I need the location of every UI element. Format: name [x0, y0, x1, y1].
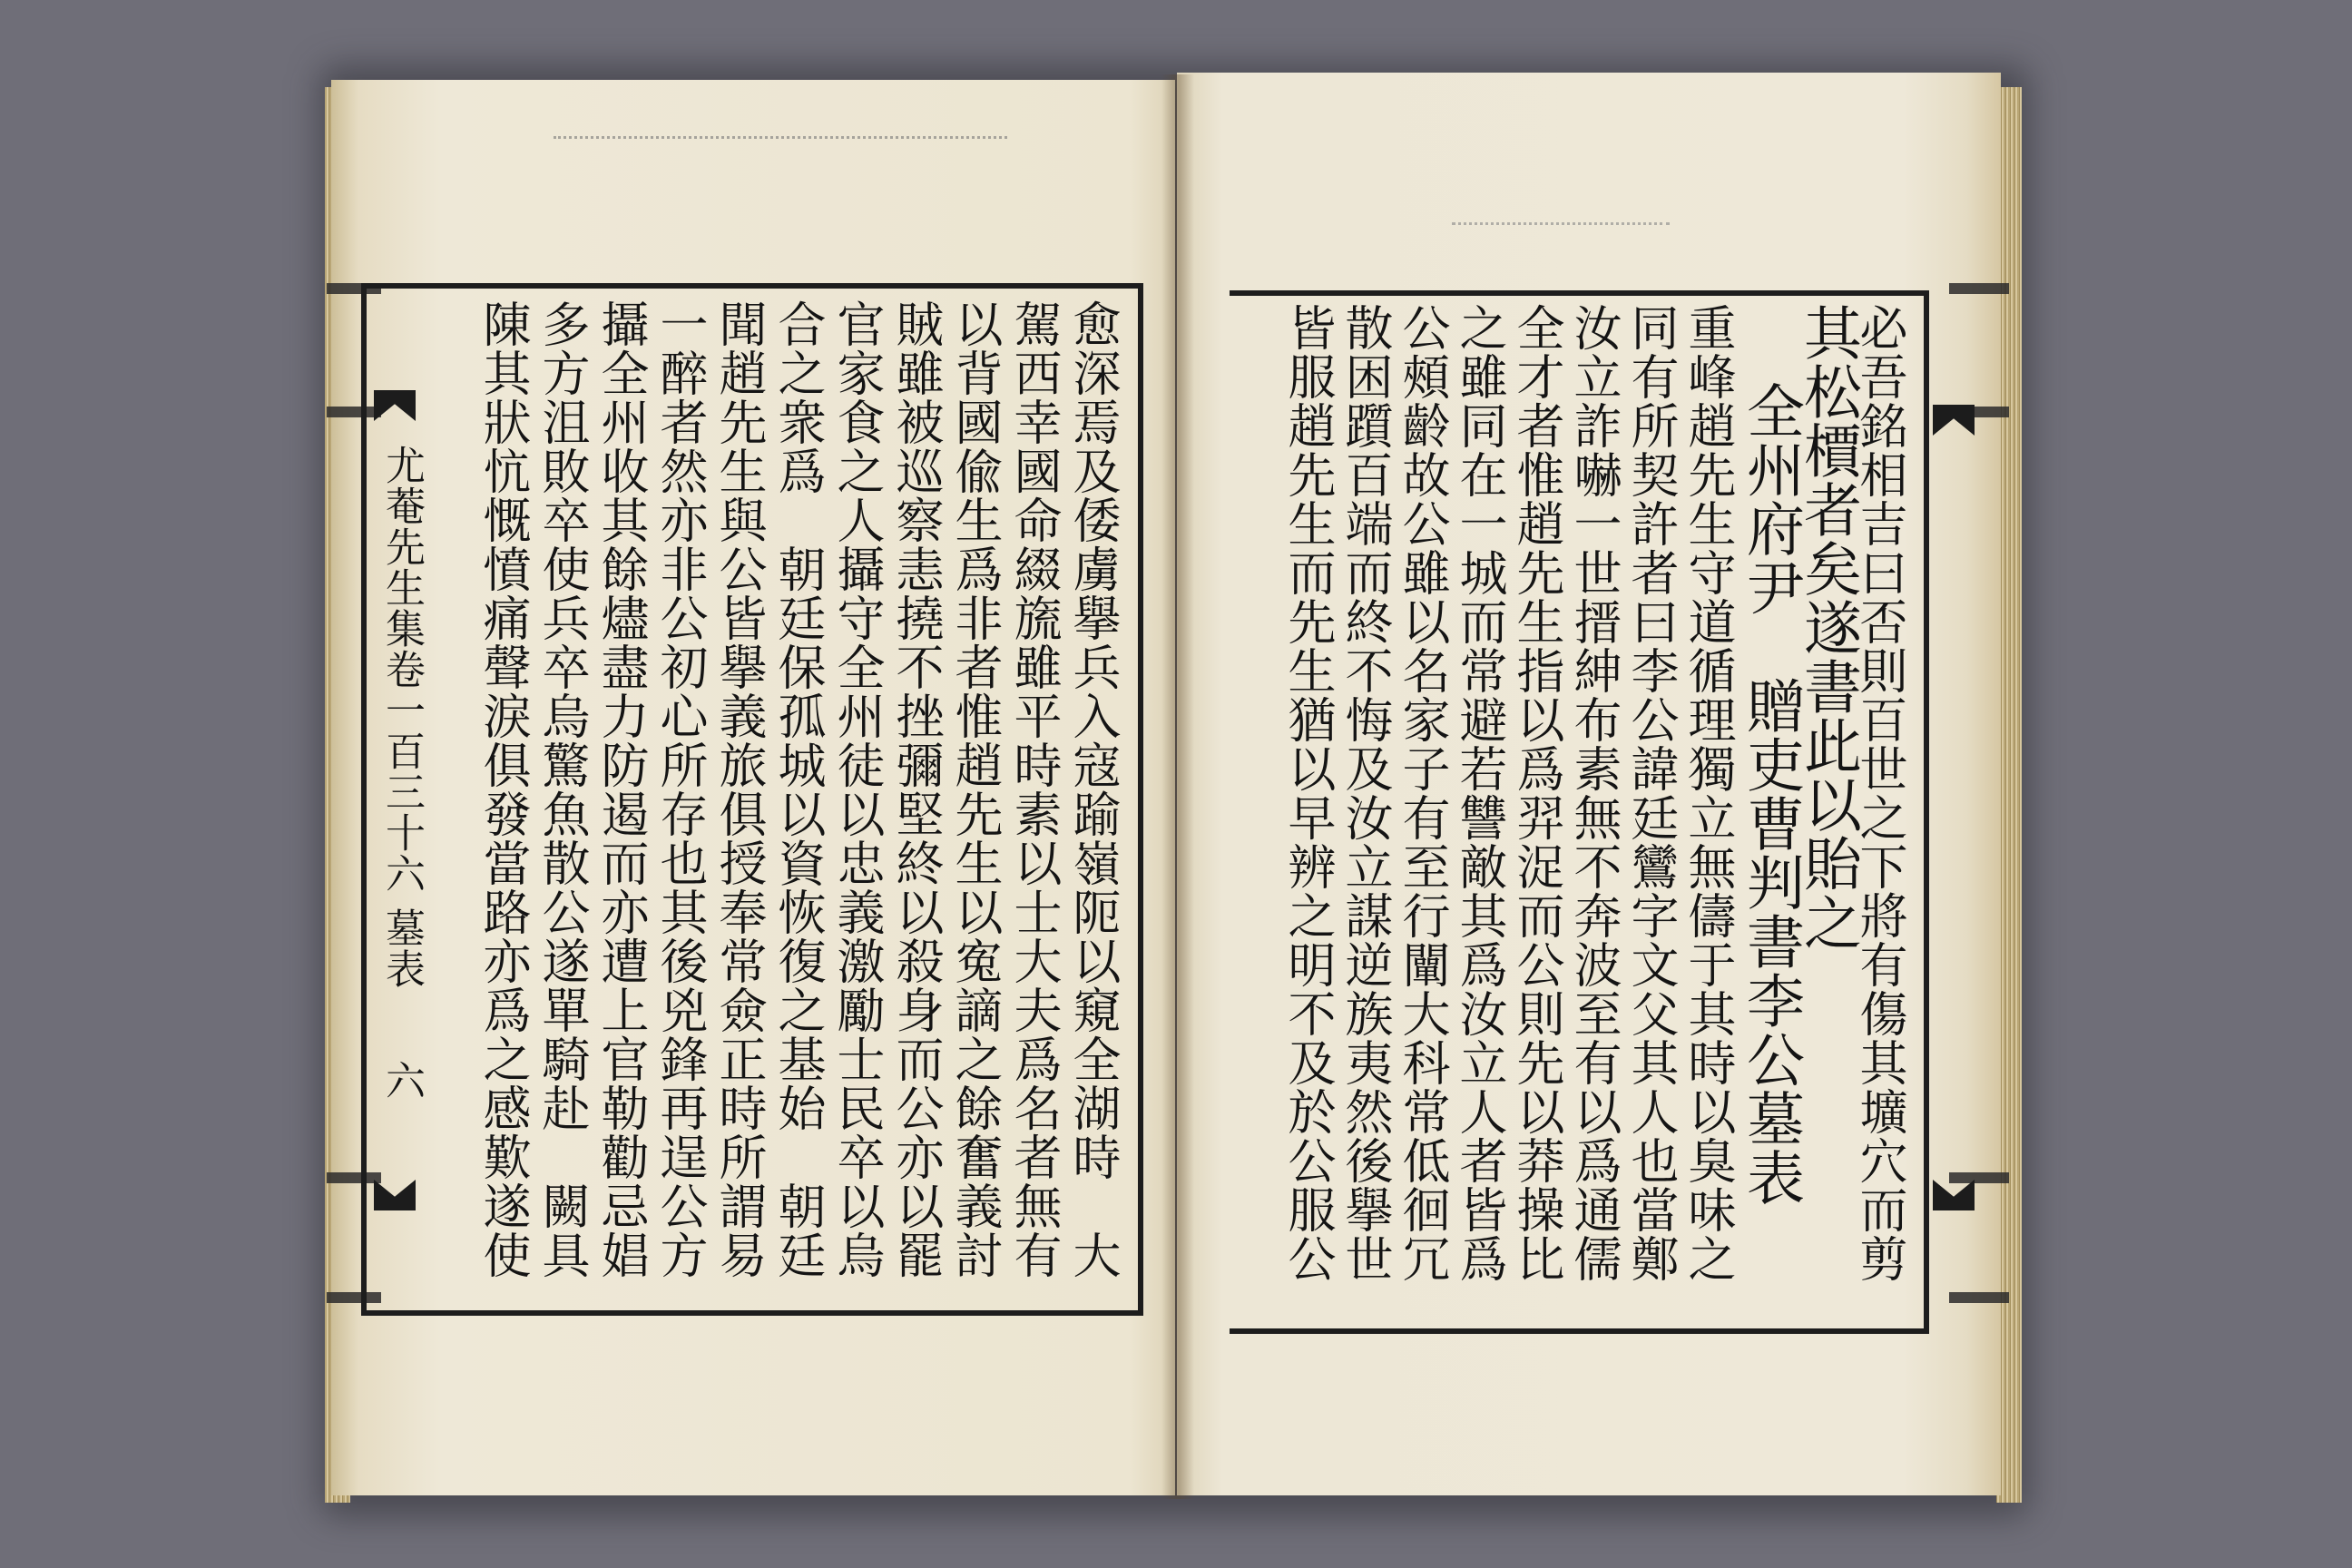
book-gutter [1161, 74, 1194, 1499]
text-column-l2: 駕西幸國命綴旒雖平時素以士大夫爲名者無有 [1006, 299, 1062, 1279]
text-column-r6: 汝立詐嚇一世搢紳布素無不奔波至有以爲通儒 [1566, 303, 1622, 1283]
text-column-l1: 愈深焉及倭虜擧兵入寇踰嶺阨以窺全湖時 大 [1065, 299, 1121, 1279]
text-column-r4: 重峰趙先生守道循理獨立無儔于其時以臭味之 [1681, 303, 1736, 1283]
binding-thread [1949, 1172, 2009, 1183]
text-column-l5: 官家食之人攝守全州徒以忠義激勵士民卒以烏 [829, 299, 885, 1279]
text-column-r7: 全才者惟趙先生指以爲羿浞而公則先以莽操比 [1509, 303, 1564, 1283]
binding-thread [1949, 1292, 2009, 1303]
faint-ink-marks [554, 136, 1007, 157]
text-column-l11: 陳其狀忼慨憤痛聲淚俱發當路亦爲之感歎遂使 [475, 299, 531, 1279]
text-column-r1: 必吾銘相吉曰否則百世之下將有傷其壙穴而剪 [1852, 303, 1907, 1283]
text-column-r3: 全州府尹 贈吏曹判書李公墓表 [1737, 381, 1804, 1207]
text-column-l6: 合之衆爲 朝廷保孤城以資恢復之基始 朝廷 [770, 299, 826, 1279]
page-number: 六 [378, 1060, 425, 1101]
text-column-l3: 以背國偸生爲非者惟趙先生以寃謫之餘奮義討 [947, 299, 1003, 1279]
book-title-margin: 尤菴先生集卷一百三十六 [378, 445, 425, 894]
text-column-r10: 散困躓百端而終不悔及汝立謀逆族夷然後擧世 [1338, 303, 1393, 1283]
text-column-r9: 公頰齡故公雖以名家子有至行闡大科常低徊冗 [1395, 303, 1450, 1283]
faint-ink-marks [1452, 222, 1670, 243]
text-column-r8: 之雖同在一城而常避若讐敵其爲汝立人者皆爲 [1452, 303, 1507, 1283]
section-label-margin: 墓表 [378, 907, 425, 989]
text-column-r2: 其松檟者矣遂書此以貽之 [1794, 303, 1861, 952]
binding-thread [1949, 283, 2009, 294]
text-column-l7: 聞趙先生與公皆擧義旅俱授奉常僉正時所謂易 [711, 299, 767, 1279]
text-column-l8: 一醉者然亦非公初心所存也其後兇鋒再逞公方 [652, 299, 708, 1279]
text-column-r5: 同有所契許者曰李公諱廷鸞字文父其人也當鄭 [1623, 303, 1679, 1283]
text-column-l10: 多方沮敗卒使兵卒烏驚魚散公遂單騎赴 闕具 [534, 299, 590, 1279]
text-column-l9: 攝全州收其餘燼盡力防遏而亦遭上官勒勸忌娼 [593, 299, 649, 1279]
text-column-r11: 皆服趙先生而先生猶以早辨之明不及於公服公 [1280, 303, 1336, 1283]
text-column-l4: 賊雖被巡察恚撓不挫彌堅終以殺身而公亦以罷 [888, 299, 944, 1279]
